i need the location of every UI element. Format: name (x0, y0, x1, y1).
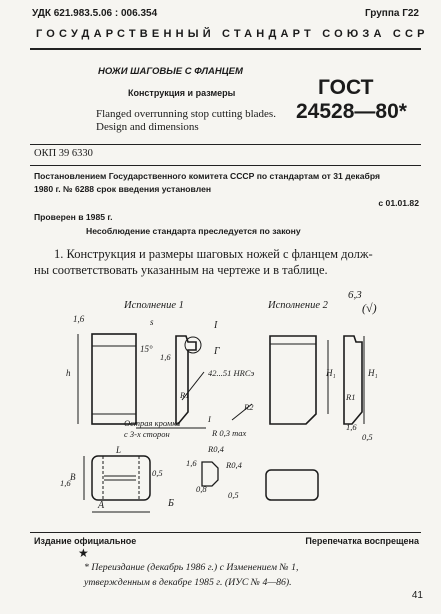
label-d08: 0,8 (196, 484, 207, 494)
roughness-main: 6,3 (348, 289, 362, 301)
label-r16c: 1,6 (346, 422, 357, 432)
page-number: 41 (411, 590, 423, 601)
blade-v2-side (344, 336, 362, 424)
label-l: L (116, 445, 122, 455)
label-h1b: H₁ (368, 368, 378, 378)
title-en-line2: Design and dimensions (96, 121, 199, 133)
label-h1a: H₁ (326, 368, 336, 378)
paragraph-1-line2: ны соответствовать указанным на чертеже и в таблице. (34, 263, 328, 277)
label-t: I (214, 320, 218, 331)
okp-rule (30, 165, 421, 166)
decree-line1: Постановлением Государственного комитета СССР по стандартам от 31 декабря (34, 171, 380, 181)
label-r04a: R0,4 (208, 444, 224, 454)
title-rule (30, 144, 421, 145)
label-h: h (66, 368, 71, 378)
label-g: Г (214, 346, 220, 357)
group-code: Группа Г22 (364, 8, 419, 19)
udk-code: УДК 621.983.5.06 : 006.354 (32, 8, 158, 19)
title-ru-sub: Конструкция и размеры (128, 88, 236, 98)
detail-section (202, 462, 218, 486)
checked-year: Проверен в 1985 г. (34, 212, 113, 222)
label-t2: I (208, 414, 211, 424)
effective-date: с 01.01.82 (378, 198, 419, 208)
label-r16a: 1,6 (73, 314, 85, 324)
reissue-note-line2: утвержденным в декабре 1985 г. (ИУС № 4—86). (84, 577, 292, 588)
paragraph-1-line1: 1. Конструкция и размеры шаговых ножей с фланцем долж- (54, 247, 373, 261)
label-bsec: Б (168, 498, 174, 509)
label-r16d: 1,6 (60, 478, 71, 488)
label-r04b: R0,4 (226, 460, 242, 470)
blade-v2-front (270, 336, 316, 424)
label-d05a: 0,5 (362, 432, 373, 442)
header-rule (30, 48, 421, 50)
label-version1: Исполнение 1 (124, 300, 184, 311)
okp-code: ОКП 39 6330 (34, 148, 93, 159)
label-d05b: 0,5 (152, 468, 163, 478)
blade-v2-plan-view (266, 470, 318, 500)
label-r1b: R1 (346, 392, 356, 402)
label-r03: R 0,3 max (212, 428, 247, 438)
label-hardness: 42...51 HRCэ (208, 368, 255, 378)
label-note-sharp-2: с 3-х сторон (124, 429, 170, 439)
technical-drawing (0, 280, 441, 530)
footer-rule (30, 532, 421, 533)
title-en-line1: Flanged overrunning stop cutting blades. (96, 108, 276, 120)
violation-note: Несоблюдение стандарта преследуется по закону (86, 226, 301, 236)
label-r16b: 1,6 (160, 352, 171, 362)
reissue-note-line1: * Переиздание (декабрь 1986 г.) с Изменением № 1, (84, 562, 299, 573)
label-s: s (150, 317, 154, 327)
blade-plan-view (92, 456, 150, 500)
blade-v1-front (92, 334, 136, 424)
label-s15: 15° (140, 344, 153, 354)
reprint-notice: Перепечатка воспрещена (305, 536, 419, 546)
label-version2: Исполнение 2 (268, 300, 328, 311)
title-ru-main: НОЖИ ШАГОВЫЕ С ФЛАНЦЕМ (98, 66, 243, 77)
gost-label: ГОСТ (318, 76, 374, 99)
decree-line2: 1980 г. № 6288 срок введения установлен (34, 184, 212, 194)
label-r16e: 1,6 (186, 458, 197, 468)
label-r1a: R1 (180, 390, 190, 400)
gost-number: 24528—80* (296, 100, 407, 123)
label-b: B (70, 472, 76, 482)
edition-official: Издание официальное (34, 536, 137, 546)
label-d05c: 0,5 (228, 490, 239, 500)
star-mark: ★ (78, 546, 89, 560)
standard-banner: ГОСУДАРСТВЕННЫЙ СТАНДАРТ СОЮЗА ССР (36, 28, 429, 40)
label-note-sharp-1: Острая кромка (124, 418, 181, 428)
label-a: А (98, 500, 105, 511)
label-r2: R2 (244, 402, 254, 412)
roughness-paren: (√) (362, 301, 377, 315)
